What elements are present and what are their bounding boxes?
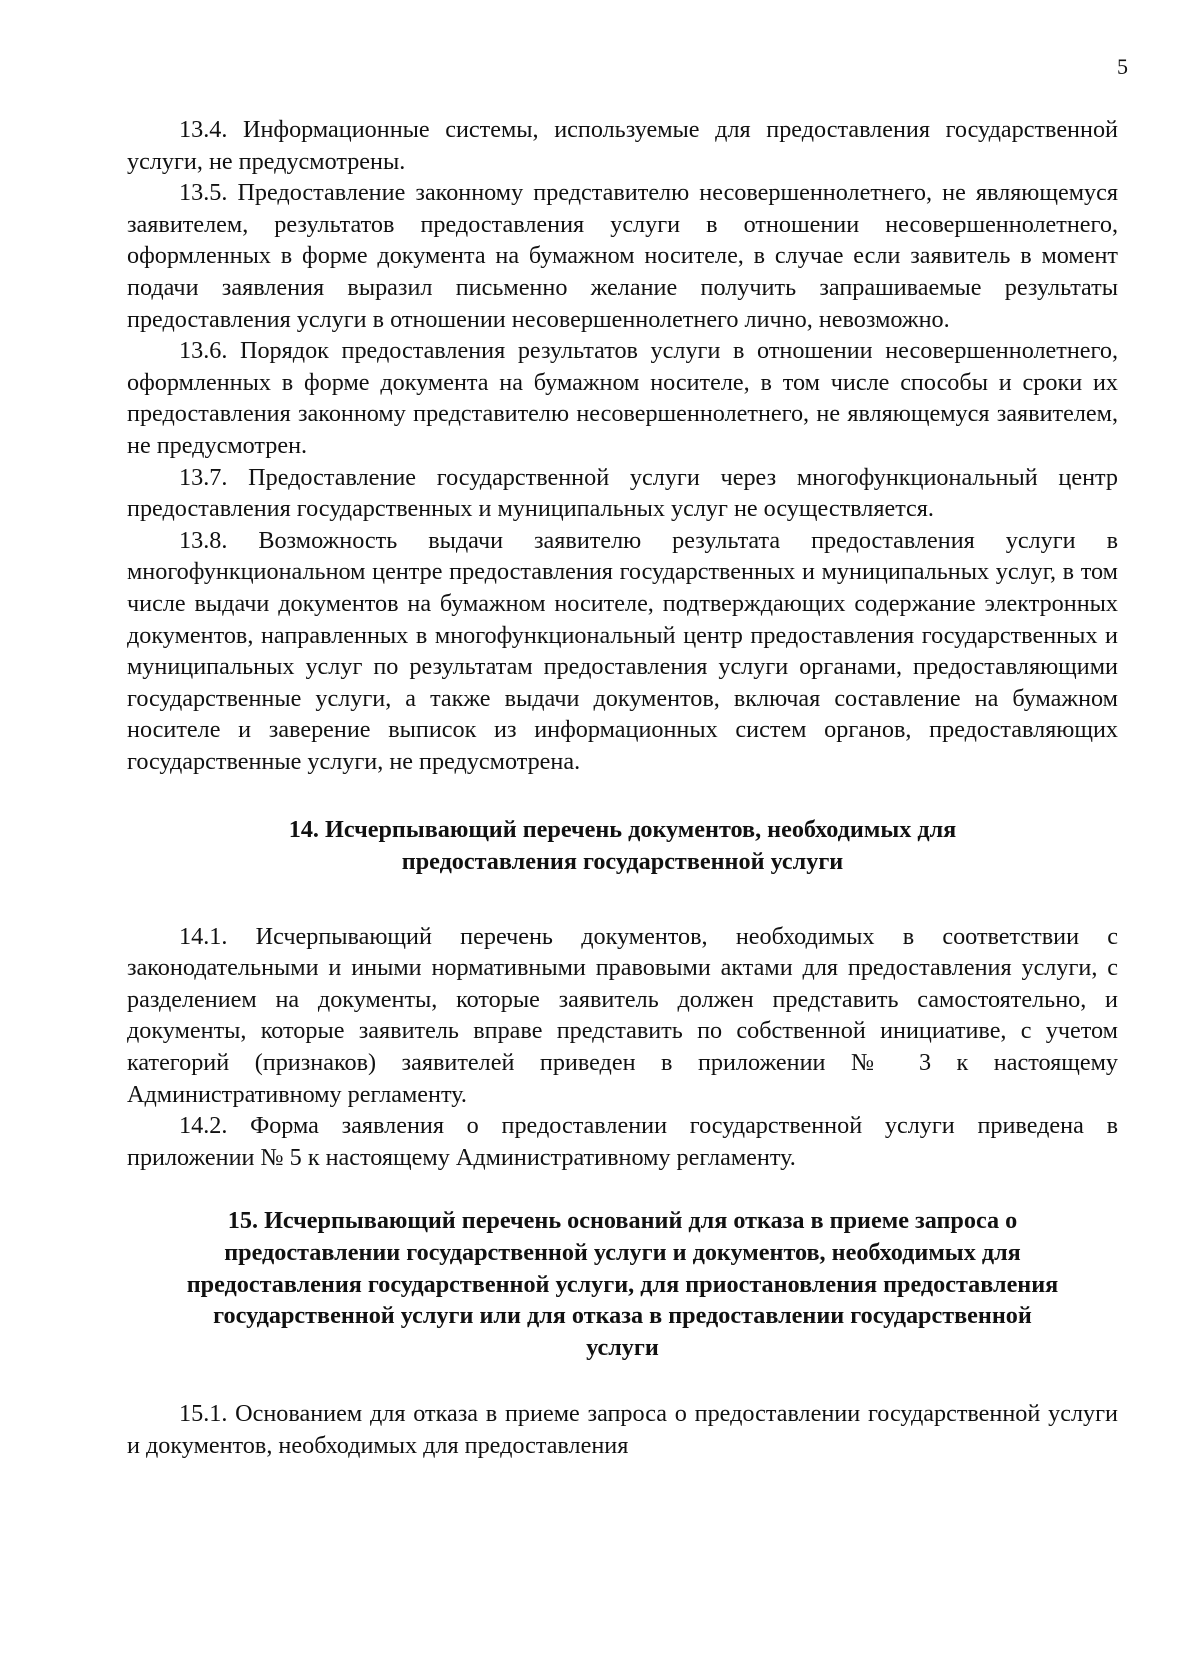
section-15-heading-line: услуги bbox=[586, 1333, 659, 1361]
paragraph-13-8: 13.8. Возможность выдачи заявителю результата предоставления услуги в многофункциональном центре предоставления государственных и муниципальных услуг, в том числе выдачи документов на бумажном носителе, подтверждающих содержание электронных документов, направленных в многофункциональный центр предоставления государственных и муниципальных услуг по результатам предоставления услуги органами, предоставляющими государственные услуги, а также выдачи документов, включая составление на бумажном носителе и заверение выписок из информационных систем органов, предоставляющих государственные услуги, не предусмотрена. bbox=[127, 526, 1118, 775]
document-body bbox=[127, 114, 1118, 1462]
section-15-heading-line: предоставления государственной услуги, для приостановления предоставления bbox=[186, 1270, 1059, 1298]
section-15-heading-line: государственной услуги или для отказа в предоставлении государственной bbox=[213, 1302, 1032, 1330]
section-15-heading-line: 15. Исчерпывающий перечень оснований для отказа в приеме запроса о bbox=[227, 1207, 1018, 1235]
paragraph-14-1: 14.1. Исчерпывающий перечень документов, необходимых в соответствии с законодательными и иными нормативными правовыми актами для предоставления услуги, с разделением на документы, которые заявитель должен представить самостоятельно, и документы, которые заявитель вправе представить по собственной инициативе, с учетом категорий (признаков) заявителей приведен в приложении № 3 к настоящему Административному регламенту. bbox=[127, 922, 1118, 1108]
paragraph-14-2: 14.2. Форма заявления о предоставлении государственной услуги приведена в приложении № 5 к настоящему Административному регламенту. bbox=[127, 1112, 1118, 1171]
paragraph-13-6: 13.6. Порядок предоставления результатов услуги в отношении несовершеннолетнего, оформленных в форме документа на бумажном носителе, в том числе способы и сроки их предоставления законному представителю несовершеннолетнего, не являющемуся заявителем, не предусмотрен. bbox=[127, 337, 1118, 459]
paragraph-13-4: 13.4. Информационные системы, используемые для предоставления государственной услуги, не предусмотрены. bbox=[127, 116, 1118, 175]
section-14-heading: 14. Исчерпывающий перечень документов, необходимых для предоставления государственной услуги bbox=[288, 816, 957, 876]
page-number: 5 bbox=[1117, 54, 1128, 79]
paragraph-13-7: 13.7. Предоставление государственной услуги через многофункциональный центр предоставления государственных и муниципальных услуг не осуществляется. bbox=[127, 463, 1118, 523]
section-15-heading-line: предоставлении государственной услуги и документов, необходимых для bbox=[224, 1239, 1021, 1266]
paragraph-15-1: 15.1. Основанием для отказа в приеме запроса о предоставлении государственной услуги и документов, необходимых для предоставления bbox=[127, 1400, 1118, 1459]
section-15-heading bbox=[127, 1205, 1118, 1363]
paragraph-13-5: 13.5. Предоставление законному представителю несовершеннолетнего, не являющемуся заявителем, результатов предоставления услуги в отношении несовершеннолетнего, оформленных в форме документа на бумажном носителе, в случае если заявитель в момент подачи заявления выразил письменно желание получить запрашиваемые результаты предоставления услуги в отношении несовершеннолетнего лично, невозможно. bbox=[127, 179, 1118, 333]
